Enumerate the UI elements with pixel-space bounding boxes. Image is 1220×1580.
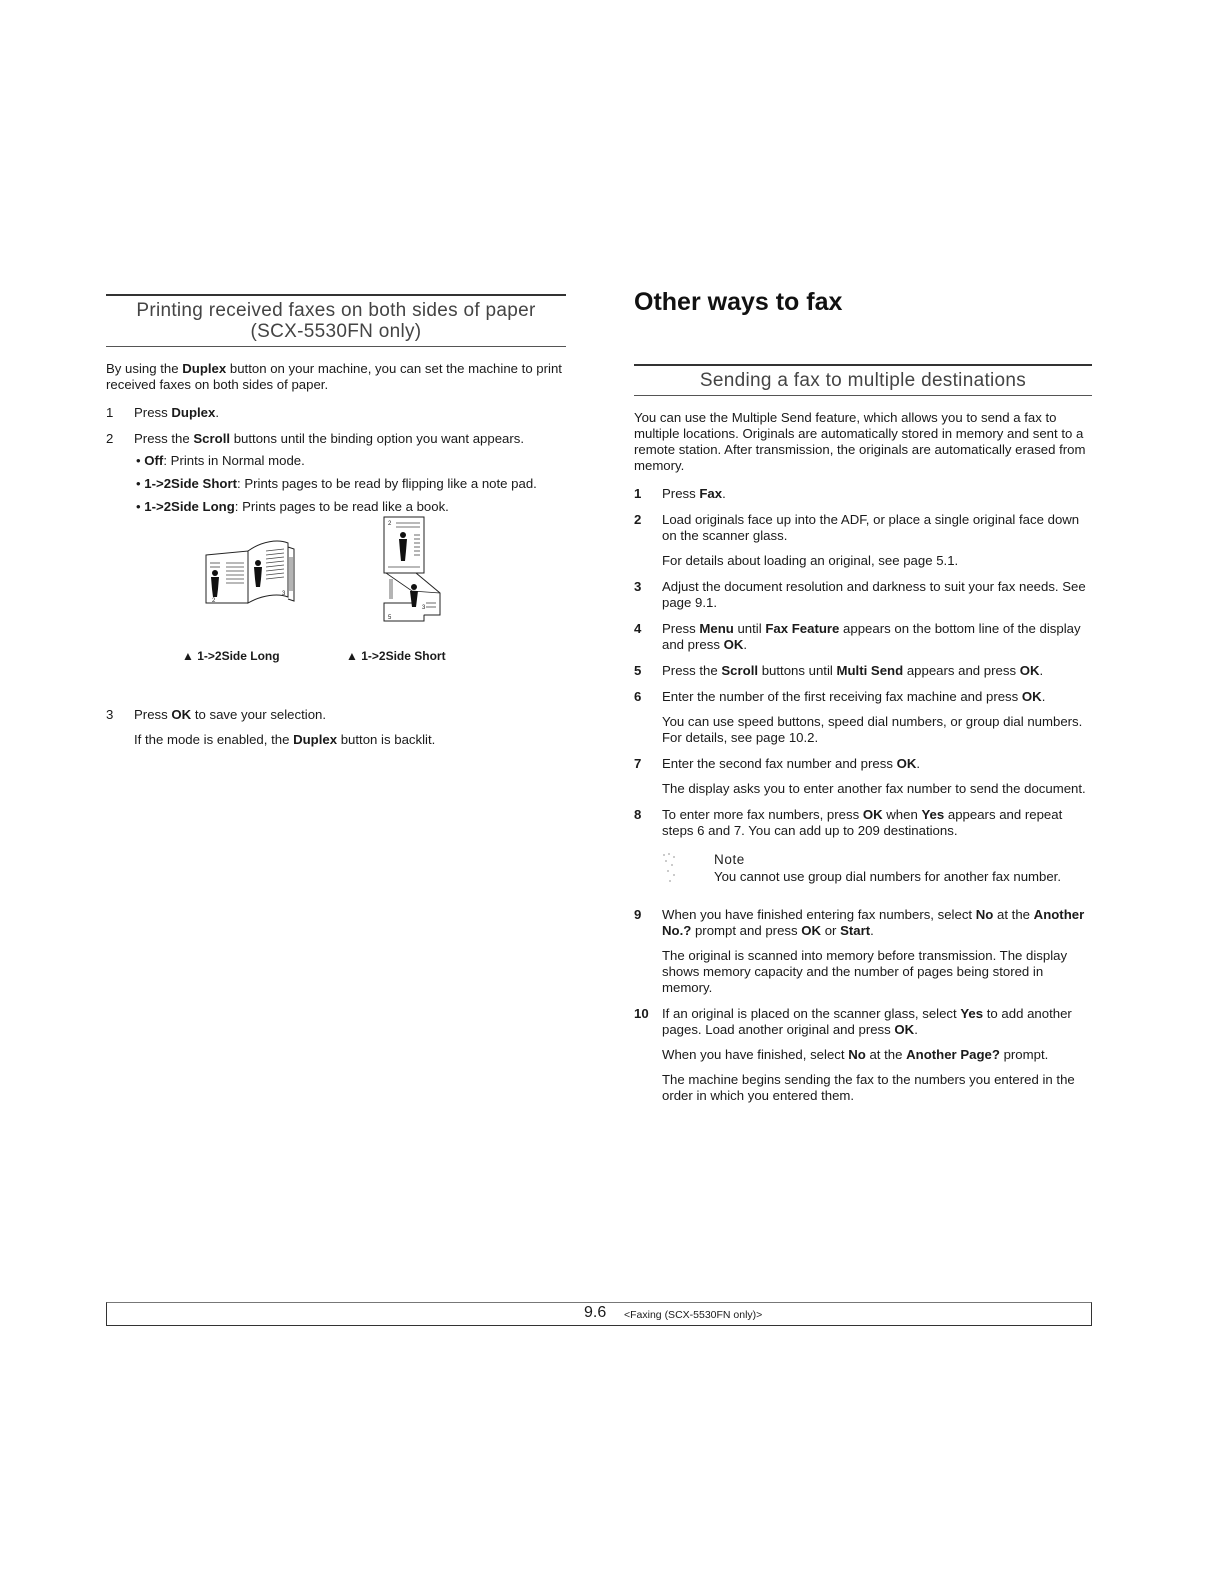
triangle-icon: ▲: [346, 649, 358, 663]
step-7: 7 Enter the second fax number and press OK. The display asks you to enter another fax number to send the document.: [634, 756, 1086, 796]
step-5: 5 Press the Scroll buttons until Multi Send appears and press OK.: [634, 663, 1044, 678]
left-column: [106, 294, 566, 758]
option-short: • 1->2Side Short: Prints pages to be read by flipping like a note pad.: [136, 476, 537, 491]
step-9: 9 When you have finished entering fax numbers, select No at the Another No.? prompt and press OK or Start. The original is scanned into memory before transmission. The display shows memory capacity and the number of pages being stored in memory.: [634, 907, 1085, 995]
page-footer: [106, 1302, 1092, 1326]
binding-options-list: [134, 453, 566, 515]
long-edge-illustration: [204, 537, 296, 607]
step-1: 1 Press Fax.: [634, 486, 726, 501]
svg-text:5: 5: [388, 615, 392, 621]
caption-short: ▲ 1->2Side Short: [346, 649, 446, 663]
duplex-figures: [106, 521, 566, 695]
svg-text:2: 2: [388, 521, 392, 527]
step-3-detail: If the mode is enabled, the Duplex button is backlit.: [134, 732, 436, 747]
step-1: 1 Press Duplex.: [106, 405, 220, 420]
step-8: 8 To enter more fax numbers, press OK when Yes appears and repeat steps 6 and 7. You can add up to 209 destinations.: [634, 807, 1063, 838]
intro-paragraph: By using the Duplex button on your machine, you can set the machine to print received faxes on both sides of paper.: [106, 361, 562, 392]
option-long: • 1->2Side Long: Prints pages to be read like a book.: [136, 499, 449, 514]
svg-text:3: 3: [282, 591, 286, 597]
step-10: 10 If an original is placed on the scanner glass, select Yes to add another pages. Load another original and press OK. When you have finished, select No at the Another Page? prompt. The machine begins sending the fax to the numbers you entered in the order in which you entered them.: [634, 1006, 1075, 1103]
short-edge-illustration: [382, 515, 446, 623]
step-4: 4 Press Menu until Fax Feature appears on the bottom line of the display and press OK.: [634, 621, 1081, 652]
chapter-label: <Faxing (SCX-5530FN only)>: [624, 1309, 763, 1321]
page-number: 9.6: [584, 1304, 607, 1321]
section-title-line2: (SCX-5530FN only): [250, 321, 422, 342]
step-2: 2 Load originals face up into the ADF, or place a single original face down on the scanner glass. For details about loading an original, see page 5.1.: [634, 512, 1080, 568]
section-title-line1: Printing received faxes on both sides of paper: [136, 300, 536, 321]
step-3: 3 Press OK to save your selection. If the mode is enabled, the Duplex button is backlit.: [106, 707, 566, 748]
svg-text:3: 3: [422, 605, 426, 611]
multi-send-intro: You can use the Multiple Send feature, which allows you to send a fax to multiple locations. Originals are automatically stored in memory and sent to a remote station. After transmission, the originals are automatically erased from memory.: [634, 410, 1086, 473]
option-off: • Off: Prints in Normal mode.: [136, 453, 305, 468]
caption-long: ▲ 1->2Side Long: [182, 649, 280, 663]
note-text: You cannot use group dial numbers for another fax number.: [714, 869, 1062, 884]
step-3: 3 Adjust the document resolution and darkness to suit your fax needs. See page 9.1.: [634, 579, 1086, 610]
page-heading: Other ways to fax: [634, 288, 843, 316]
note-title: Note: [714, 852, 745, 867]
svg-text:2: 2: [212, 598, 216, 604]
triangle-icon: ▲: [182, 649, 194, 663]
note-box: [660, 851, 1092, 885]
step-2: 2 Press the Scroll buttons until the binding option you want appears. • Off: Prints in Normal mode. • 1->2Side Short: Prints pages to be read by flipping like a note pad. • 1->2Side Long: Prints pages to be read like a book.: [106, 431, 566, 515]
section-title-duplex: [106, 294, 566, 347]
note-icon: [660, 851, 682, 885]
right-column: [634, 286, 1092, 1114]
step-6: 6 Enter the number of the first receiving fax machine and press OK. You can use speed buttons, speed dial numbers, or group dial numbers. For details, see page 10.2.: [634, 689, 1083, 745]
section-title-multi-send: Sending a fax to multiple destinations: [634, 364, 1092, 396]
